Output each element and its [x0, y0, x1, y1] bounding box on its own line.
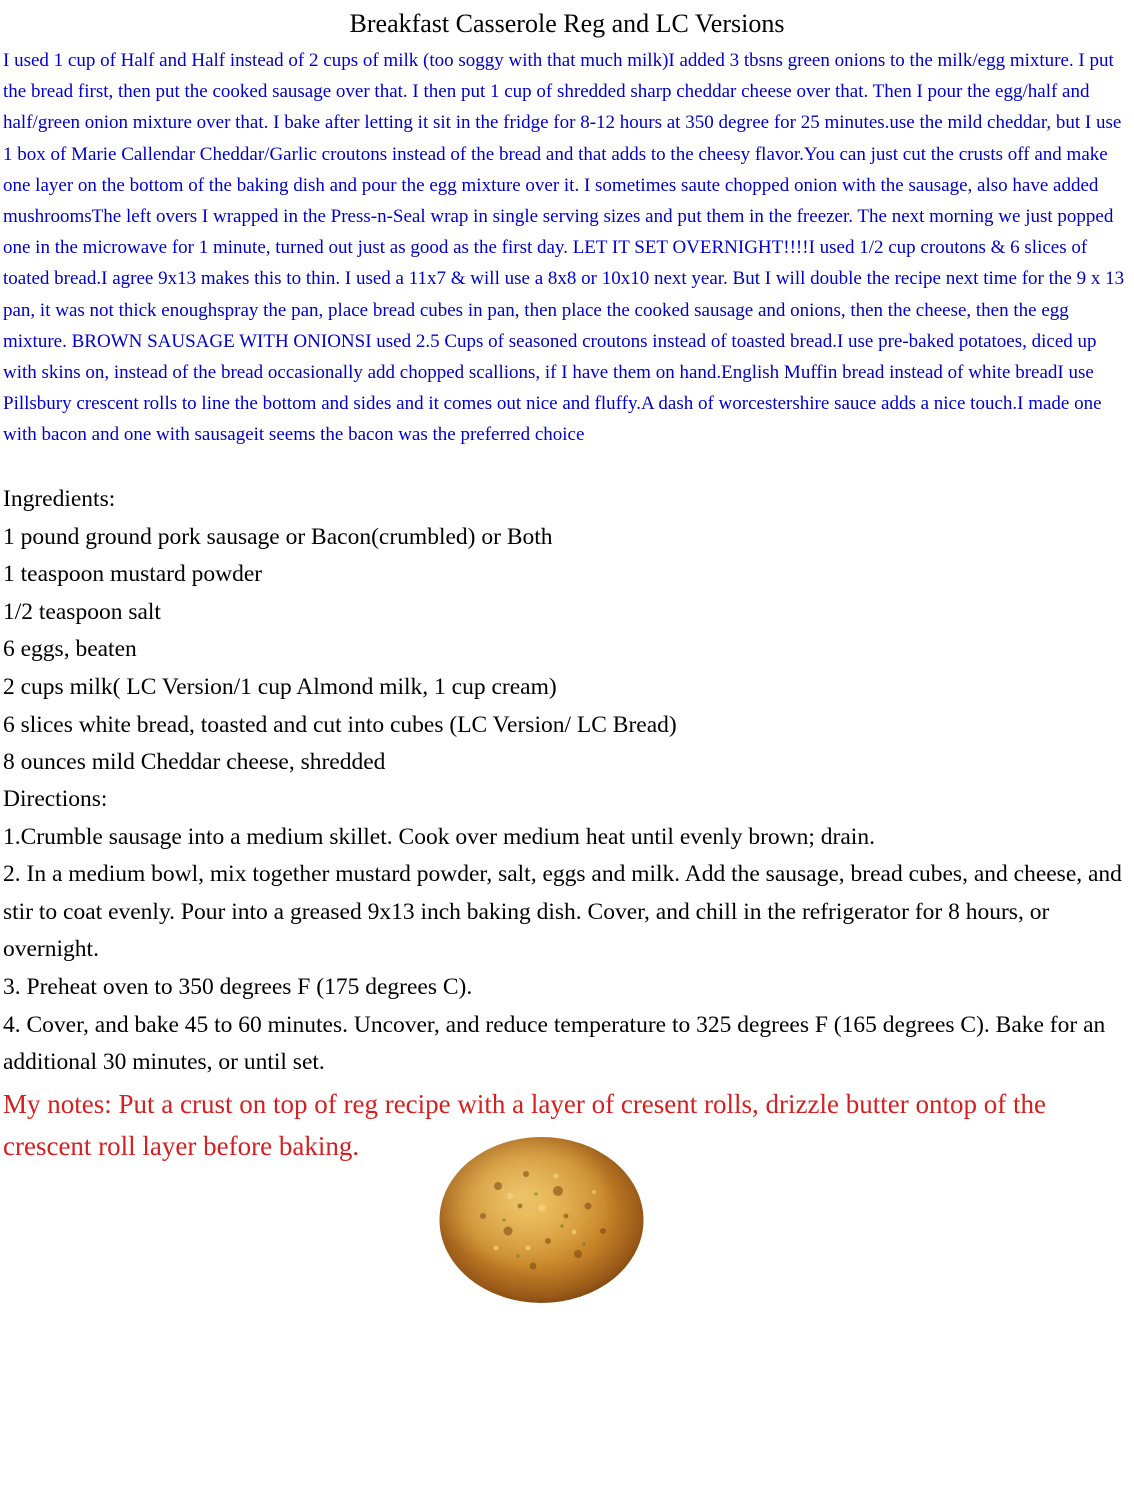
direction-step: 2. In a medium bowl, mix together mustard powder, salt, eggs and milk. Add the sausage, bread cubes, and cheese, and stir to coat evenly. Pour into a greased 9x13 inch baking dish. Cover, and chill in the refrigerator for 8 hours, or overnight. — [3, 861, 1122, 963]
casserole-photo — [438, 1136, 645, 1304]
ingredient-item: 8 ounces mild Cheddar cheese, shredded — [3, 749, 386, 776]
review-notes: I used 1 cup of Half and Half instead of 2 cups of milk (too soggy with that much milk)I added 3 tbsns green onions to the milk/egg mixture. I put the bread first, then put the cooked sausage over that. I then put 1 cup of shredded sharp cheddar cheese over that. Then I pour the egg/half and half/green onion mixture over that. I bake after letting it sit in the fridge for 8-12 hours at 350 degree for 25 minutes.use the mild cheddar, but I use 1 box of Marie Callendar Cheddar/Garlic croutons instead of the bread and that adds to the cheesy flavor.You can just cut the crusts off and make one layer on the bottom of the baking dish and pour the egg mixture over it. I sometimes saute chopped onion with the sausage, also have added mushroomsThe left overs I wrapped in the Press-n-Seal wrap in single serving sizes and put them in the freezer. The next morning we just popped one in the microwave for 1 minute, turned out just as good as the first day. LET IT SET OVERNIGHT!!!!I used 1/2 cup croutons & 6 slices of toated bread.I agree 9x13 makes this to thin. I used a 11x7 & will use a 8x8 or 10x10 next year. But I will double the recipe next time for the 9 x 13 pan, it was not thick enoughspray the pan, place bread cubes in pan, then place the cooked sausage and onions, then the cheese, then the egg mixture. BROWN SAUSAGE WITH ONIONSI used 2.5 Cups of seasoned croutons instead of toasted bread.I use pre-baked potatoes, diced up with skins on, instead of the bread occasionally add chopped scallions, if I have them on hand.English Muffin bread instead of white breadI use Pillsbury crescent rolls to line the bottom and sides and it comes out nice and fluffy.A dash of worcestershire sauce adds a nice touch.I made one with bacon and one with sausageit seems the bacon was the preferred choice — [3, 50, 1125, 446]
ingredient-item: 6 slices white bread, toasted and cut into cubes (LC Version/ LC Bread) — [3, 711, 677, 738]
directions-heading: Directions: — [3, 786, 108, 812]
direction-step: 3. Preheat oven to 350 degrees F (175 degrees C). — [3, 973, 473, 1000]
my-notes: My notes: Put a crust on top of reg recipe with a layer of cresent rolls, drizzle butter ontop of the crescent roll layer before baking. — [3, 1089, 1046, 1161]
direction-step: 1.Crumble sausage into a medium skillet. Cook over medium heat until evenly brown; drain. — [3, 823, 875, 850]
ingredient-item: 2 cups milk( LC Version/1 cup Almond milk, 1 cup cream) — [3, 673, 557, 700]
ingredients-section — [3, 481, 1131, 782]
ingredient-item: 1/2 teaspoon salt — [3, 598, 161, 625]
ingredient-item: 6 eggs, beaten — [3, 636, 137, 663]
ingredient-item: 1 pound ground pork sausage or Bacon(crumbled) or Both — [3, 523, 553, 550]
direction-step: 4. Cover, and bake 45 to 60 minutes. Uncover, and reduce temperature to 325 degrees F (165 degrees C). Bake for an additional 30 minutes, or until set. — [3, 1011, 1106, 1076]
recipe-title: Breakfast Casserole Reg and LC Versions — [349, 9, 785, 38]
ingredients-heading: Ingredients: — [3, 486, 116, 512]
directions-section — [3, 781, 1131, 1082]
ingredient-item: 1 teaspoon mustard powder — [3, 561, 263, 588]
